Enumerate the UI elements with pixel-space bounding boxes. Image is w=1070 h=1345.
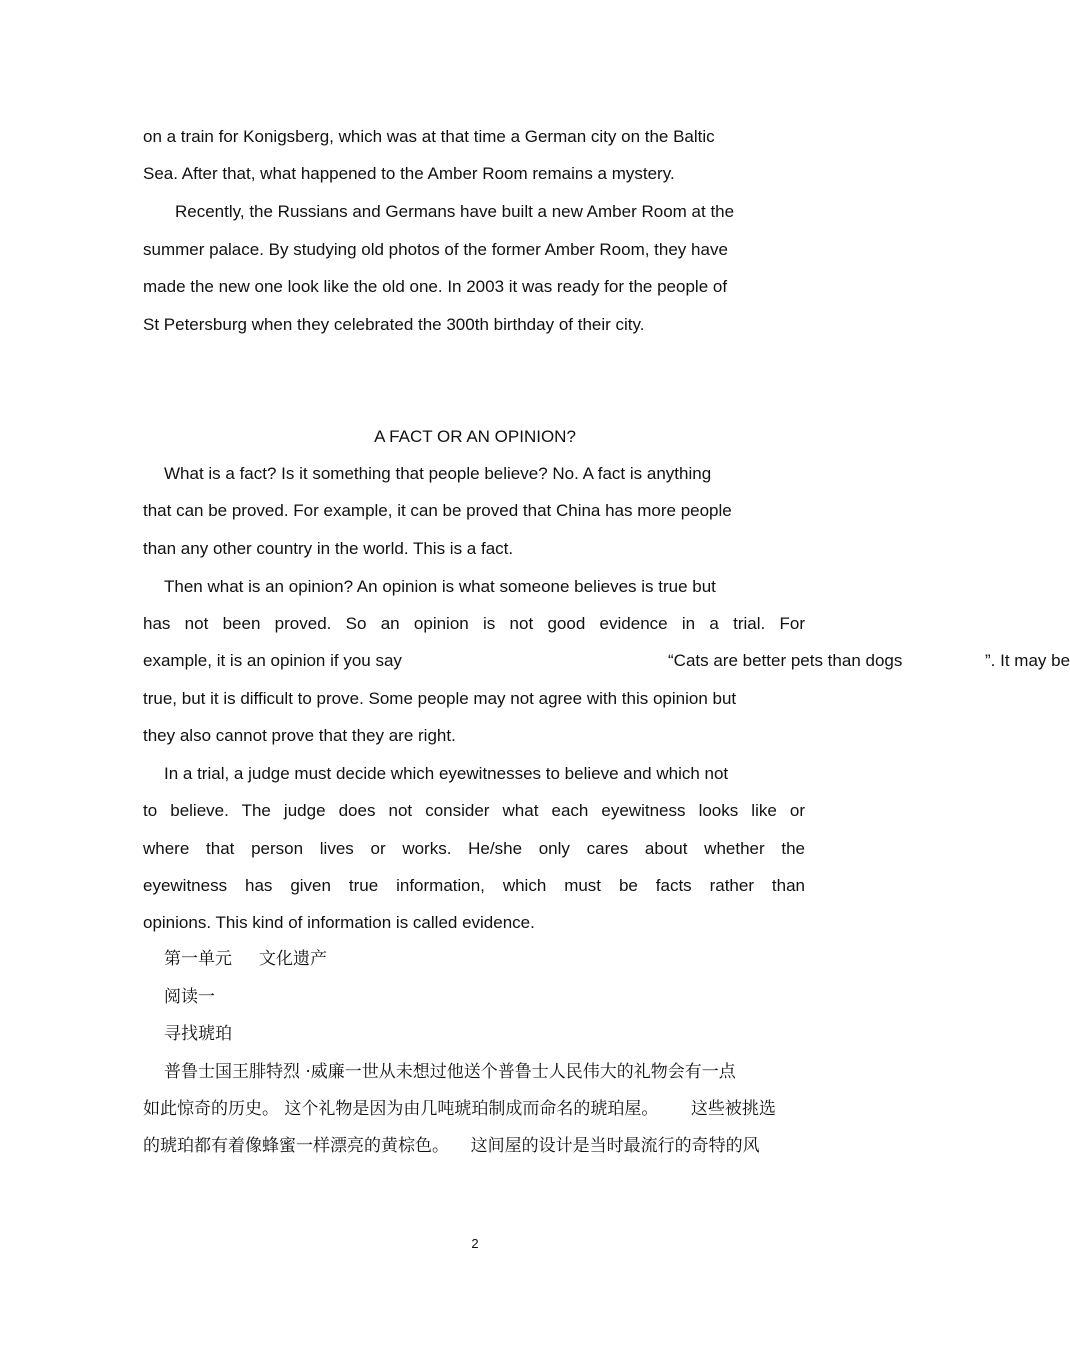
text-line: true, but it is difficult to prove. Some people may not agree with this opinion but [143, 689, 737, 708]
section-title: A FACT OR AN OPINION? [374, 427, 576, 446]
text-line: In a trial, a judge must decide which eyewitnesses to believe and which not [164, 764, 729, 783]
text-line: made the new one look like the old one. In 2003 it was ready for the people of [143, 277, 728, 296]
text-line: where that person lives or works. He/she only cares about whether the [143, 839, 805, 858]
chinese-title: 寻找琥珀 [164, 1024, 232, 1044]
quoted-text: “Cats are better pets than dogs [668, 651, 903, 670]
text-line: Sea. After that, what happened to the Amber Room remains a mystery. [143, 164, 675, 183]
text-line: has not been proved. So an opinion is not good evidence in a trial. For [143, 614, 805, 633]
unit-heading: 第一单元 文化遗产 [164, 949, 328, 969]
text-segment: example, it is an opinion if you say [143, 651, 402, 670]
text-line: 的琥珀都有着像蜂蜜一样漂亮的黄棕色。 这间屋的设计是当时最流行的奇特的风 [143, 1136, 760, 1156]
text-line: summer palace. By studying old photos of the former Amber Room, they have [143, 240, 728, 259]
text-line: Recently, the Russians and Germans have built a new Amber Room at the [175, 202, 735, 221]
text-line: 普鲁士国王腓特烈 ·威廉一世从未想过他送个普鲁士人民伟大的礼物会有一点 [164, 1062, 736, 1082]
text-line: than any other country in the world. This is a fact. [143, 539, 514, 558]
text-line: Then what is an opinion? An opinion is what someone believes is true but [164, 577, 716, 596]
text-line: St Petersburg when they celebrated the 300th birthday of their city. [143, 315, 645, 334]
text-line: they also cannot prove that they are right. [143, 726, 456, 745]
text-line: opinions. This kind of information is called evidence. [143, 913, 535, 932]
text-line: eyewitness has given true information, which must be facts rather than [143, 876, 805, 895]
page-number: 2 [471, 1236, 479, 1251]
reading-label: 阅读一 [164, 987, 215, 1007]
text-line: that can be proved. For example, it can be proved that China has more people [143, 501, 732, 520]
text-line-quote [143, 650, 1070, 672]
text-segment: ”. It may be [985, 651, 1070, 670]
text-line: What is a fact? Is it something that people believe? No. A fact is anything [164, 464, 712, 483]
text-line: 如此惊奇的历史。 这个礼物是因为由几吨琥珀制成而命名的琥珀屋。 这些被挑选 [143, 1099, 776, 1119]
text-line: to believe. The judge does not consider what each eyewitness looks like or [143, 801, 805, 820]
text-line: on a train for Konigsberg, which was at that time a German city on the Baltic [143, 127, 715, 146]
